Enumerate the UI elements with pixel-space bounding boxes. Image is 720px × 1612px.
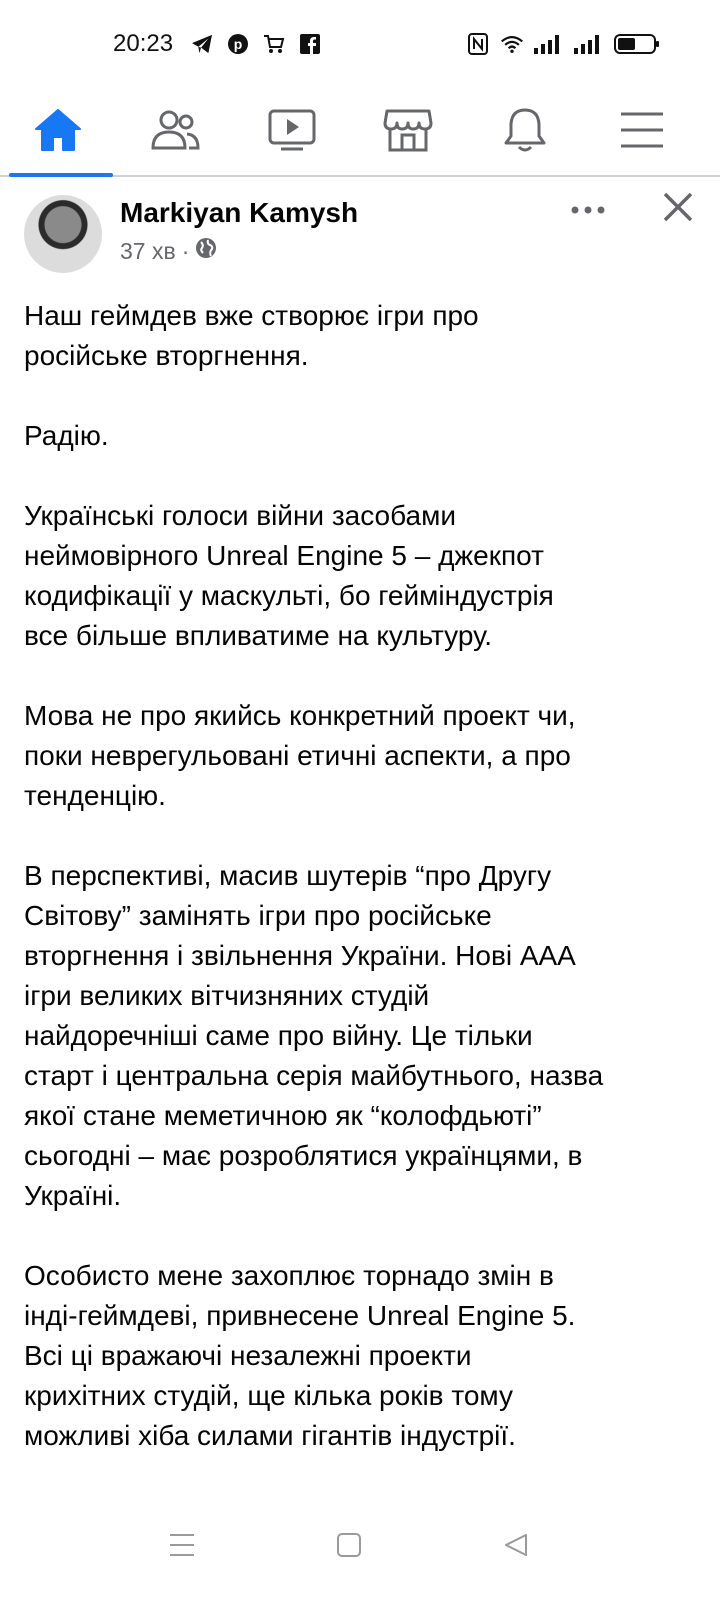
menu-icon [619,110,665,155]
tab-notifications[interactable] [470,90,580,175]
close-button[interactable] [660,191,696,227]
post-paragraph: Наш геймдев вже створює ігри про російське вторгнення. [24,300,479,371]
notification-icons [190,32,322,56]
wifi-icon [500,32,524,56]
tab-video[interactable] [237,90,347,175]
back-button[interactable] [491,1522,541,1572]
status-bar [0,0,720,90]
post-paragraph: Мова не про якийсь конкретний проект чи, поки неврегульовані етичні аспекти, а про тенденцію. [24,700,576,811]
post-header [0,185,720,285]
telegram-icon [190,32,214,56]
home-system-button[interactable] [324,1522,374,1572]
nfc-icon [466,32,490,56]
post-meta [120,237,217,265]
close-icon [663,192,693,227]
post-paragraph: Українські голоси війни засобами неймовірного Unreal Engine 5 – джекпот кодифікації у маскульті, бо геймiндустрія все більше впливатиме на культуру. [24,500,554,651]
app-nav-bar [0,90,720,177]
signal-icon [574,32,604,56]
battery-icon [614,32,660,56]
post-time[interactable]: 37 хв [120,237,176,264]
tab-home[interactable] [3,90,113,175]
video-icon [267,107,317,158]
globe-icon [195,237,217,265]
more-options-button[interactable] [568,197,608,223]
pinterest-icon [226,32,250,56]
post-paragraph: Радію. [24,420,109,451]
recents-icon [169,1532,195,1563]
avatar[interactable] [24,195,102,273]
svg-text:p: p [233,36,243,52]
meta-separator: · [181,237,190,264]
marketplace-icon [383,107,433,158]
tab-menu[interactable] [587,90,697,175]
author-name[interactable]: Markiyan Kamysh [120,197,359,228]
home-square-icon [336,1532,362,1563]
post-paragraph: В перспективі, масив шутерів “про Другу Світову” замінять ігри про російське вторгнення і звільнення України. Нові ААА ігри великих вітчизняних студій найдоречніші саме про війну. Це тільки старт і центральна серія майбутнього, назва якої стане меметичною як “колофдьюті” сьогодні – має розроблятися українцями, в Україні. [24,860,604,1211]
post-paragraph: Особисто мене захоплює торнадо змін в інді-геймдеві, привнесене Unreal Engine 5. Всі ці вражаючі незалежні проекти крихітних студій, ще кілька років тому можливі хіба силами гігантів індустрії. [24,1260,576,1451]
back-triangle-icon [503,1532,529,1563]
tab-friends[interactable] [120,90,230,175]
home-icon [33,107,83,158]
facebook-icon [298,32,322,56]
recents-button[interactable] [157,1522,207,1572]
post-text [24,296,700,1496]
friends-icon [149,108,201,157]
cart-icon [262,32,286,56]
signal-icon [534,32,564,56]
system-status-icons [466,32,660,56]
status-time: 20:23 [113,30,174,57]
notifications-icon [502,106,548,159]
system-nav-bar [0,1500,720,1612]
tab-marketplace[interactable] [353,90,463,175]
